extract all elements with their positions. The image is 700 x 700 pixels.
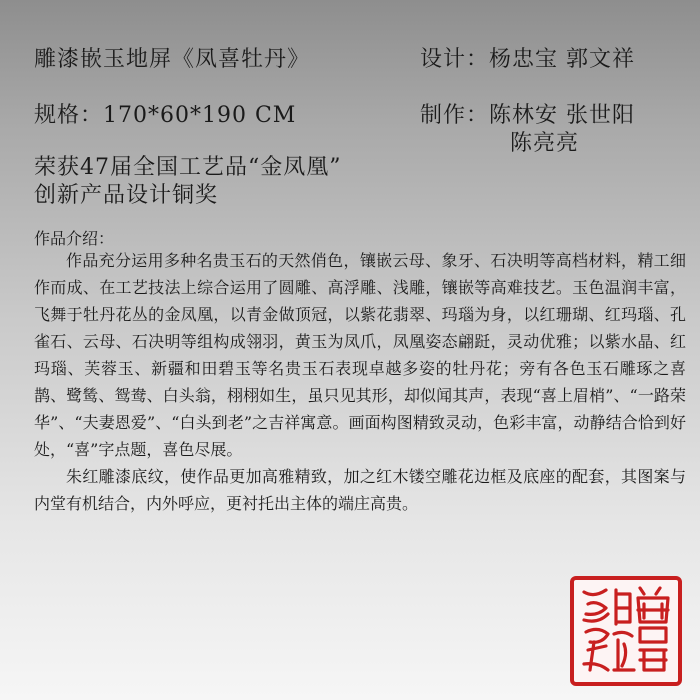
designer-credit: 设计：杨忠宝 郭文祥 xyxy=(420,47,635,72)
intro-paragraph-1: 作品充分运用多种名贵玉石的天然俏色，镶嵌云母、象牙、石决明等高档材料，精工细作而成、在工艺技法上综合运用了圆雕、高浮雕、浅雕，镶嵌等高难技艺。玉色温润丰富，飞舞于牡丹花丛的金凤凰，以青金做顶冠，以紫花翡翠、玛瑙为身，以红珊瑚、红玛瑙、孔雀石、云母、石决明等组构成翎羽，黄玉为凤爪，凤凰姿态翩跹，灵动优雅；以紫水晶、红玛瑙、芙蓉玉、新疆和田碧玉等名贵玉石表现卓越多姿的牡丹花；旁有各色玉石雕琢之喜鹊、鹭鸶、鸳鸯、白头翁，栩栩如生，虽只见其形，却似闻其声，表现“喜上眉梢”、“一路荣华”、“夫妻恩爱”、“白头到老”之吉祥寓意。画面构图精致灵动，色彩丰富，动静结合恰到好处，“喜”字点题，喜色尽展。 xyxy=(34,251,686,459)
work-title: 雕漆嵌玉地屏《凤喜牡丹》 xyxy=(34,47,311,72)
award-line-2: 创新产品设计铜奖 xyxy=(34,183,219,208)
award-line-1: 荣获47届全国工艺品“金凤凰” xyxy=(34,155,342,180)
intro-paragraph-2: 朱红雕漆底纹，使作品更加高雅精致，加之红木镂空雕花边框及底座的配套，其图案与内堂有机结合，内外呼应，更衬托出主体的端庄高贵。 xyxy=(34,467,686,513)
red-seal-stamp xyxy=(570,576,682,686)
intro-body xyxy=(34,247,686,517)
maker-credit-continued: 陈亮亮 xyxy=(510,131,580,156)
specification: 规格：170*60*190 CM xyxy=(34,103,297,128)
intro-heading: 作品介绍： xyxy=(34,229,115,248)
seal-calligraphy-icon xyxy=(574,580,678,682)
maker-credit: 制作：陈林安 张世阳 xyxy=(420,103,635,128)
